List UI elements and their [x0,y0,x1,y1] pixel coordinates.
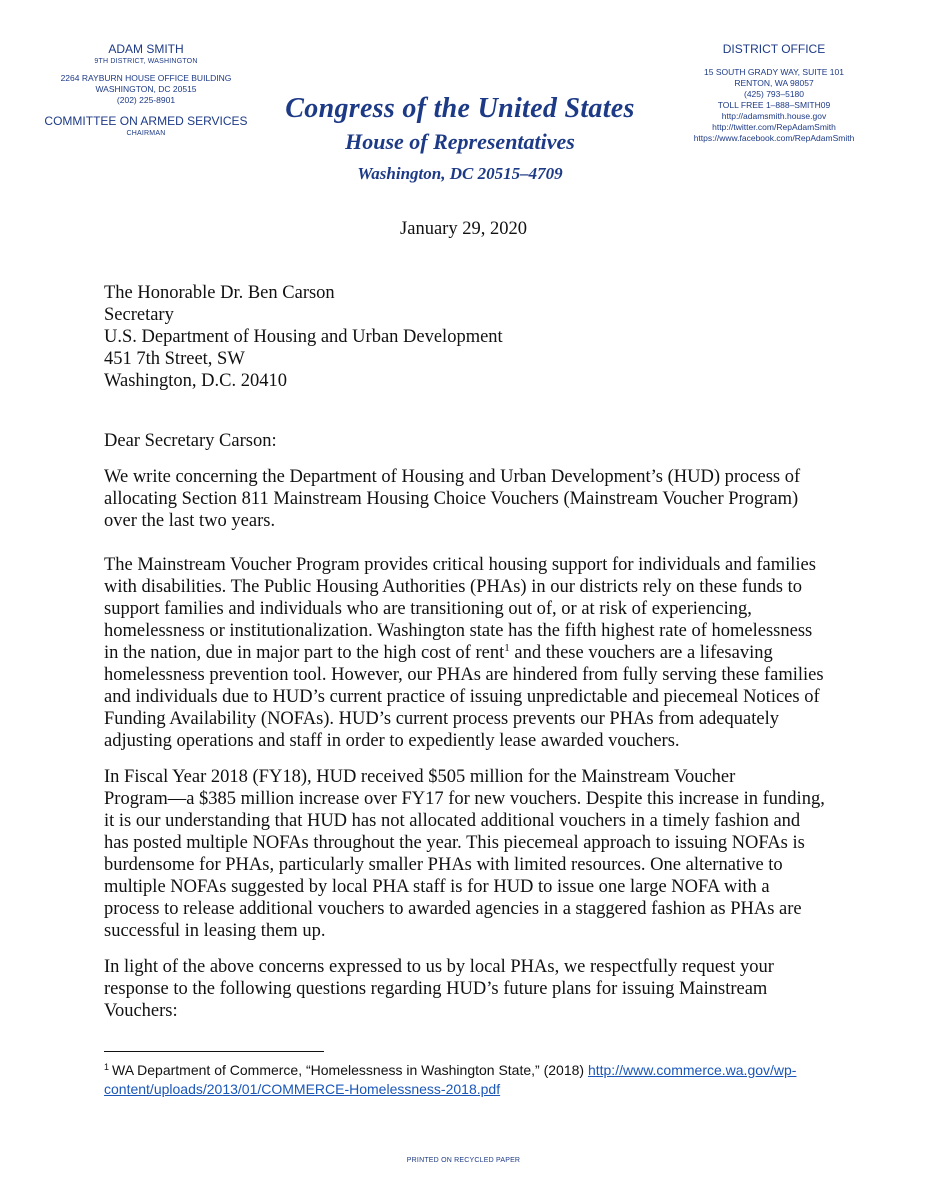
paragraph-line: The Mainstream Voucher Program provides critical housing support for individuals and families [104,555,816,575]
footnote [104,1061,824,1099]
toll-free-number: TOLL FREE 1–888–SMITH09 [717,100,831,110]
footnote-line [104,1061,824,1080]
paragraph-line: Vouchers: [104,1001,178,1021]
line-text: in the nation, due in major part to the high cost of rent [104,643,505,663]
footnote-reference[interactable]: 1 [504,642,510,654]
paragraph-line: burdensome for PHAs, particularly smaller PHAs with limited resources. One alternative to [104,855,783,875]
paragraph-line: response to the following questions regarding HUD’s future plans for issuing Mainstream [104,979,768,999]
congress-title: Congress of the United States [285,93,635,124]
recipient-title: Secretary [104,305,174,325]
letterhead-right [624,42,924,144]
district-phone: (425) 793–5180 [743,89,805,99]
paragraph-line: support families and individuals who are transitioning out of, or at risk of experiencing, [104,599,752,619]
paragraph-line: In light of the above concerns expressed to us by local PHAs, we respectfully request your [104,957,774,977]
recipient-name: The Honorable Dr. Ben Carson [104,283,335,303]
footnote-divider [104,1051,324,1052]
paragraph-line: has posted multiple NOFAs throughout the year. This piecemeal approach to issuing NOFAs is [104,833,805,853]
salutation: Dear Secretary Carson: [104,431,277,451]
house-title: House of Representatives [345,129,575,154]
paragraph-4 [104,956,824,1022]
letter-date: January 29, 2020 [400,219,527,239]
paragraph-line: allocating Section 811 Mainstream Housing Choice Vouchers (Mainstream Voucher Program) [104,489,799,509]
dc-phone: (202) 225-8901 [116,95,176,105]
paragraph-line: In Fiscal Year 2018 (FY18), HUD received $505 million for the Mainstream Voucher [104,767,736,787]
member-name: ADAM SMITH [108,42,184,56]
paragraph-3 [104,766,824,942]
footnote-number: 1 [104,1062,110,1072]
twitter-link[interactable]: http://twitter.com/RepAdamSmith [712,122,836,132]
city-line: Washington, DC 20515–4709 [357,164,563,183]
website-link[interactable]: http://adamsmith.house.gov [721,111,827,121]
paragraph-line: over the last two years. [104,511,276,531]
paragraph-line: adjusting operations and staff in order to expediently lease awarded vouchers. [104,731,680,751]
district-address-line1: 15 SOUTH GRADY WAY, SUITE 101 [704,67,844,77]
line-text: and these vouchers are a lifesaving [509,643,773,663]
footnote-text: WA Department of Commerce, “Homelessness in Washington State,” (2018) [112,1062,588,1078]
paragraph-line: successful in leasing them up. [104,921,326,941]
paragraph-line [104,642,824,664]
paragraph-1 [104,466,824,532]
paragraph-line: homelessness prevention tool. However, our PHAs are hindered from fully serving these families [104,665,824,685]
footnote-line [104,1080,824,1099]
recipient-street: 451 7th Street, SW [104,349,245,369]
paragraph-line: homelessness or institutionalization. Washington state has the fifth highest rate of homelessness [104,621,813,641]
recipient-address [104,282,804,392]
recipient-department: U.S. Department of Housing and Urban Development [104,327,503,347]
footnote-link-continued[interactable]: content/uploads/2013/01/COMMERCE-Homelessness-2018.pdf [104,1081,501,1097]
letterhead-center [250,92,670,186]
paragraph-line: multiple NOFAs suggested by local PHA staff is for HUD to issue one large NOFA with a [104,877,770,897]
paragraph-line: with disabilities. The Public Housing Authorities (PHAs) in our districts rely on these funds to [104,577,802,597]
district-office-title: DISTRICT OFFICE [722,42,826,56]
paragraph-line: process to release additional vouchers to awarded agencies in a staggered fashion as PHAs are [104,899,802,919]
recycled-paper-notice: PRINTED ON RECYCLED PAPER [406,1157,521,1164]
footnote-link[interactable]: http://www.commerce.wa.gov/wp- [587,1062,797,1078]
paragraph-line: We write concerning the Department of Housing and Urban Development’s (HUD) process of [104,467,801,487]
dc-office-line2: WASHINGTON, DC 20515 [95,84,197,94]
committee-role: CHAIRMAN [126,130,166,137]
district-address-line2: RENTON, WA 98057 [734,78,814,88]
dc-office-line1: 2264 RAYBURN HOUSE OFFICE BUILDING [60,73,232,83]
paragraph-line: Program—a $385 million increase over FY17 for new vouchers. Despite this increase in funding, [104,789,825,809]
facebook-link[interactable]: https://www.facebook.com/RepAdamSmith [693,133,855,143]
member-district: 9TH DISTRICT, WASHINGTON [94,58,198,65]
committee-name: COMMITTEE ON ARMED SERVICES [44,114,248,128]
letterhead-left [0,42,292,139]
paragraph-line: and individuals due to HUD’s current practice of issuing unpredictable and piecemeal Notices of [104,687,820,707]
paragraph-line: Funding Availability (NOFAs). HUD’s current process prevents our PHAs from adequately [104,709,779,729]
paragraph-line: it is our understanding that HUD has not allocated additional vouchers in a timely fashion and [104,811,801,831]
recipient-city: Washington, D.C. 20410 [104,371,287,391]
paragraph-2 [104,554,824,752]
